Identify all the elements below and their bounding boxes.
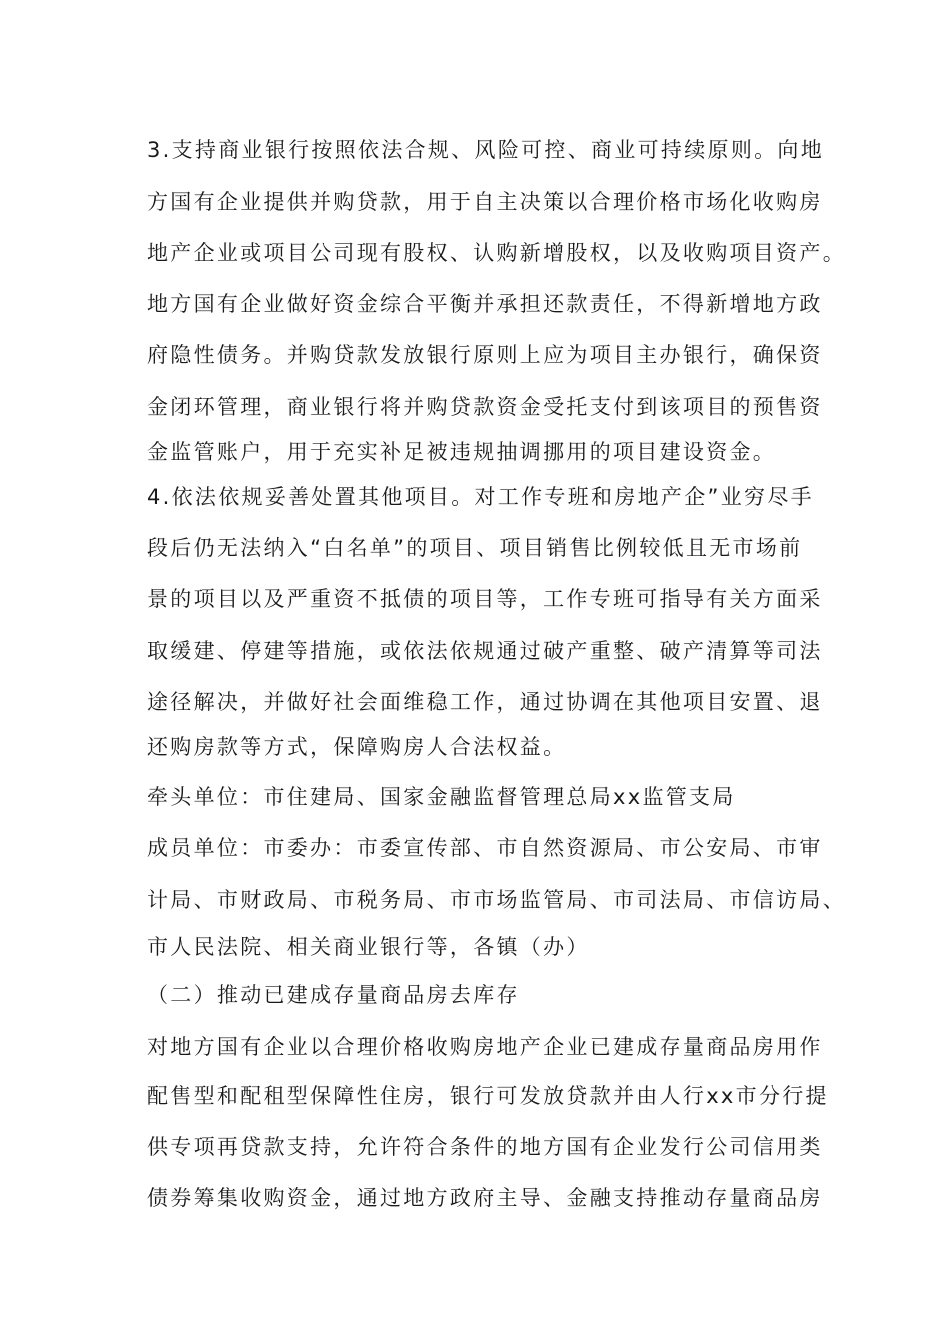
member-units-line: 计局、市财政局、市税务局、市市场监管局、市司法局、市信访局、 <box>147 888 846 912</box>
text-line: 方国有企业提供并购贷款，用于自主决策以合理价格市场化收购房 <box>147 190 823 214</box>
text-line: 4.依法依规妥善处置其他项目。对工作专班和房地产企”业穷尽手 <box>147 485 814 509</box>
text-line: 景的项目以及严重资不抵债的项目等，工作专班可指导有关方面采 <box>147 587 823 611</box>
text-line: 配售型和配租型保障性住房，银行可发放贷款并由人行xx市分行提 <box>147 1084 829 1108</box>
text-line: 3.支持商业银行按照依法合规、风险可控、商业可持续原则。向地 <box>147 138 825 162</box>
text-line: 段后仍无法纳入“白名单”的项目、项目销售比例较低且无市场前 <box>147 536 803 560</box>
text-line: 还购房款等方式，保障购房人合法权益。 <box>147 735 567 759</box>
section-heading: （二）推动已建成存量商品房去库存 <box>147 983 520 1007</box>
lead-units-line: 牵头单位：市住建局、国家金融监督管理总局xx监管支局 <box>147 785 736 809</box>
text-line: 府隐性债务。并购贷款发放银行原则上应为项目主办银行，确保资 <box>147 343 823 367</box>
text-line: 金闭环管理，商业银行将并购贷款资金受托支付到该项目的预售资 <box>147 395 823 419</box>
text-line: 途径解决，并做好社会面维稳工作，通过协调在其他项目安置、退 <box>147 690 823 714</box>
member-units-line: 市人民法院、相关商业银行等，各镇（办） <box>147 935 590 959</box>
text-line: 债券筹集收购资金，通过地方政府主导、金融支持推动存量商品房 <box>147 1186 823 1210</box>
member-units-line: 成员单位：市委办：市委宣传部、市自然资源局、市公安局、市审 <box>147 836 823 860</box>
text-line: 地方国有企业做好资金综合平衡并承担还款责任，不得新增地方政 <box>147 292 823 316</box>
text-line: 金监管账户，用于充实补足被违规抽调挪用的项目建设资金。 <box>147 440 777 464</box>
text-line: 对地方国有企业以合理价格收购房地产企业已建成存量商品房用作 <box>147 1035 823 1059</box>
text-line: 取缓建、停建等措施，或依法依规通过破产重整、破产清算等司法 <box>147 639 823 663</box>
text-line: 供专项再贷款支持，允许符合条件的地方国有企业发行公司信用类 <box>147 1135 823 1159</box>
text-line: 地产企业或项目公司现有股权、认购新增股权，以及收购项目资产。 <box>147 241 846 265</box>
